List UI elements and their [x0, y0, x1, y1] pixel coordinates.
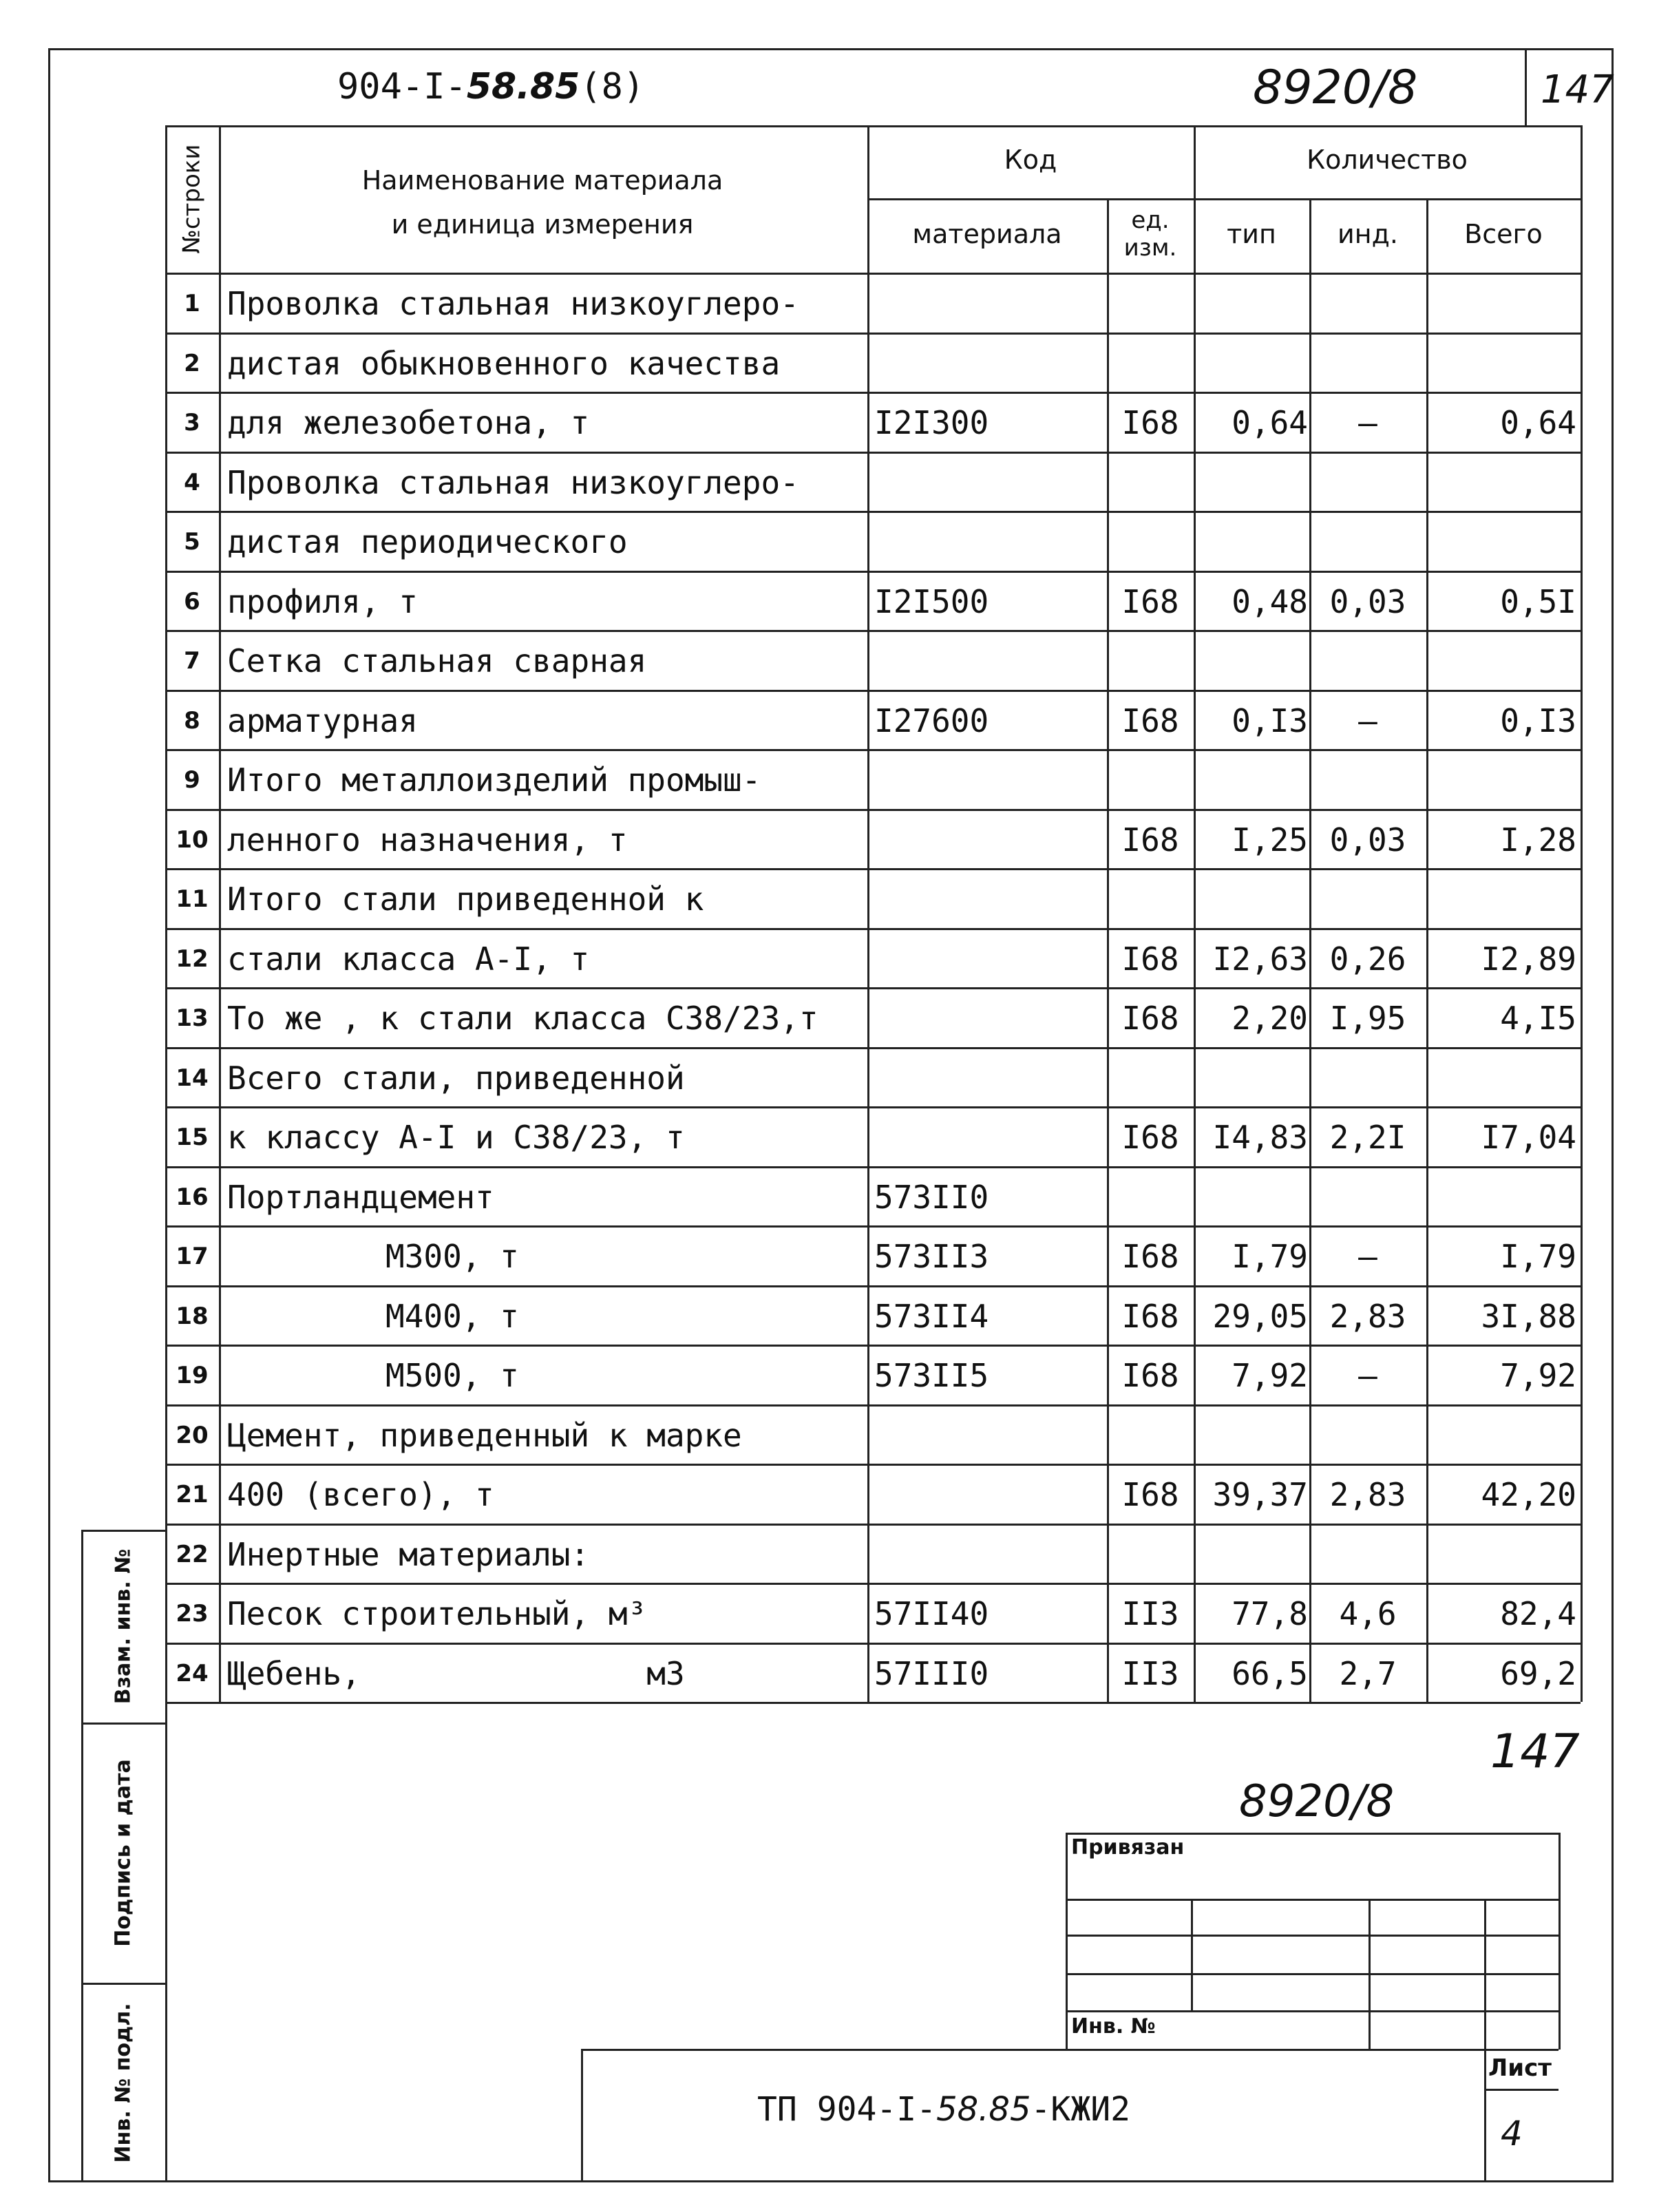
qty-type — [1198, 278, 1312, 330]
qty-type — [1198, 457, 1312, 509]
unit-code: I68 — [1121, 582, 1179, 620]
unit-code: I68 — [1121, 702, 1179, 739]
margin-inv-podl: Инв. № подл. — [111, 2002, 136, 2163]
qty-ind — [1309, 1172, 1426, 1223]
material-name: Инертные материалы: — [227, 1535, 590, 1573]
qty-type: I2,63 — [1212, 940, 1308, 978]
stamp-hand-archive: 8920/8 — [1239, 1776, 1395, 1827]
material-name: Итого стали приведенной к — [227, 881, 704, 918]
row-number-header: №строки — [178, 144, 206, 254]
qty-total: 69,2 — [1500, 1654, 1576, 1692]
qty-ind — [1309, 338, 1426, 390]
qty-ind: 2,7 — [1339, 1654, 1397, 1692]
material-name: Проволка стальная низкоуглеро- — [227, 285, 799, 322]
qty-ind — [1309, 1529, 1426, 1581]
material-code — [874, 1529, 1107, 1581]
material-code: I27600 — [874, 702, 989, 739]
archive-number: 8920/8 — [1253, 61, 1418, 115]
material-name: То же , к стали класса С38/23,т — [227, 1000, 818, 1037]
qty-ind — [1309, 874, 1426, 925]
unit-code: I68 — [1121, 1476, 1179, 1513]
material-name: дистая обыкновенного качества — [227, 344, 781, 382]
qty-ind — [1309, 457, 1426, 509]
qty-type: 7,92 — [1232, 1357, 1308, 1394]
row-number: 8 — [184, 706, 200, 735]
qty-total: I,79 — [1500, 1238, 1576, 1275]
material-name: М300, т — [385, 1238, 519, 1275]
material-name: Щебень, м3 — [227, 1654, 685, 1692]
material-name: М500, т — [385, 1357, 519, 1394]
qty-ind-header: инд. — [1338, 219, 1398, 249]
qty-total: 3I,88 — [1481, 1297, 1576, 1335]
qty-ind — [1309, 1410, 1426, 1462]
unit-code: I68 — [1121, 1119, 1179, 1156]
row-number: 21 — [176, 1481, 209, 1508]
qty-ind — [1309, 278, 1426, 330]
qty-total: I,28 — [1500, 821, 1576, 859]
row-number: 12 — [176, 945, 209, 973]
qty-type — [1198, 874, 1312, 925]
qty-type — [1198, 1053, 1312, 1104]
material-code — [874, 635, 1107, 687]
qty-total: 0,64 — [1500, 404, 1576, 441]
qty-type — [1198, 1529, 1312, 1581]
qty-total: I7,04 — [1481, 1119, 1576, 1156]
unit-code — [1107, 1529, 1194, 1581]
row-number: 2 — [184, 349, 200, 377]
qty-ind — [1309, 516, 1426, 568]
qty-total-header: Всего — [1464, 219, 1543, 249]
qty-total — [1432, 635, 1581, 687]
margin-podpis: Подпись и дата — [111, 1758, 136, 1947]
row-number: 22 — [176, 1540, 209, 1568]
material-code — [874, 993, 1107, 1044]
material-code: 573II5 — [874, 1357, 989, 1394]
qty-total — [1432, 516, 1581, 568]
row-number: 4 — [184, 468, 200, 496]
qty-group-header: Количество — [1307, 145, 1468, 175]
qty-ind — [1309, 635, 1426, 687]
unit-code: I68 — [1121, 821, 1179, 859]
material-code — [874, 874, 1107, 925]
qty-total — [1432, 874, 1581, 925]
material-name: Цемент, приведенный к марке — [227, 1416, 742, 1454]
qty-type: 39,37 — [1212, 1476, 1308, 1513]
qty-ind: 0,26 — [1329, 940, 1406, 978]
row-number: 5 — [184, 528, 200, 556]
unit-code: I68 — [1121, 940, 1179, 978]
row-number: 23 — [176, 1600, 209, 1628]
unit-code: I68 — [1121, 1297, 1179, 1335]
material-code: 57III0 — [874, 1654, 989, 1692]
qty-type — [1198, 635, 1312, 687]
sheet-label: Лист — [1488, 2054, 1552, 2082]
material-name: арматурная — [227, 702, 418, 739]
material-name: Сетка стальная сварная — [227, 642, 647, 680]
unit-code — [1107, 516, 1194, 568]
unit-code — [1107, 338, 1194, 390]
unit-code — [1107, 874, 1194, 925]
material-code — [874, 278, 1107, 330]
unit-code — [1107, 1410, 1194, 1462]
row-number: 17 — [176, 1243, 209, 1270]
material-name: к классу А-I и С38/23, т — [227, 1119, 685, 1156]
material-code: 573II4 — [874, 1297, 989, 1335]
qty-type: 0,I3 — [1232, 702, 1308, 739]
qty-total — [1432, 1410, 1581, 1462]
unit-code: I68 — [1121, 1357, 1179, 1394]
material-name: дистая периодического — [227, 523, 628, 560]
qty-type: I4,83 — [1212, 1119, 1308, 1156]
material-code — [874, 1112, 1107, 1163]
unit-code — [1107, 635, 1194, 687]
material-code: 573II0 — [874, 1178, 989, 1216]
material-code — [874, 1053, 1107, 1104]
row-number: 24 — [176, 1659, 209, 1687]
material-name: для железобетона, т — [227, 404, 590, 441]
qty-type: 2,20 — [1232, 1000, 1308, 1037]
unit-code: I68 — [1121, 404, 1179, 441]
material-code — [874, 516, 1107, 568]
material-name: Всего стали, приведенной — [227, 1059, 685, 1097]
doc-code: 904-I-58.85(8) — [337, 66, 645, 107]
qty-total: I2,89 — [1481, 940, 1576, 978]
unit-code — [1107, 457, 1194, 509]
row-number: 9 — [184, 766, 200, 794]
qty-type-header: тип — [1227, 219, 1276, 249]
qty-type — [1198, 338, 1312, 390]
margin-vzam: Взам. инв. № — [111, 1548, 136, 1704]
unit-code — [1107, 278, 1194, 330]
qty-total — [1432, 1172, 1581, 1223]
material-name: Песок строительный, м³ — [227, 1595, 647, 1632]
inv-no-label: Инв. № — [1071, 2014, 1156, 2039]
qty-type: 0,64 — [1232, 404, 1308, 441]
material-name: Проволка стальная низкоуглеро- — [227, 463, 799, 501]
row-number: 1 — [184, 290, 200, 317]
material-name: Итого металлоизделий промыш- — [227, 761, 761, 799]
row-number: 3 — [184, 409, 200, 436]
qty-total — [1432, 278, 1581, 330]
qty-type: 0,48 — [1232, 582, 1308, 620]
qty-total: 82,4 — [1500, 1595, 1576, 1632]
qty-total: 0,I3 — [1500, 702, 1576, 739]
code-group-header: Код — [1004, 145, 1057, 175]
material-code — [874, 338, 1107, 390]
material-code — [874, 1469, 1107, 1521]
material-code — [874, 814, 1107, 866]
qty-total — [1432, 338, 1581, 390]
unit-code: II3 — [1121, 1595, 1179, 1632]
privyazan-label: Привязан — [1071, 1835, 1185, 1860]
qty-ind: 2,2I — [1329, 1119, 1406, 1156]
qty-ind: – — [1358, 702, 1377, 739]
qty-ind: – — [1358, 404, 1377, 441]
sheet-number: 4 — [1501, 2114, 1523, 2153]
row-number: 6 — [184, 587, 200, 615]
qty-type — [1198, 1410, 1312, 1462]
qty-ind: 2,83 — [1329, 1297, 1406, 1335]
qty-ind: 4,6 — [1339, 1595, 1397, 1632]
qty-ind: 0,03 — [1329, 582, 1406, 620]
material-code: 573II3 — [874, 1238, 989, 1275]
row-number: 20 — [176, 1421, 209, 1449]
material-name: Портландцемент — [227, 1178, 494, 1216]
qty-type: 29,05 — [1212, 1297, 1308, 1335]
code-unit-header: ед. изм. — [1123, 207, 1177, 262]
row-number: 19 — [176, 1362, 209, 1389]
material-code — [874, 1410, 1107, 1462]
row-number: 18 — [176, 1302, 209, 1330]
qty-ind — [1309, 1053, 1426, 1104]
material-name: ленного назначения, т — [227, 821, 628, 859]
row-number: 16 — [176, 1183, 209, 1211]
qty-total: 7,92 — [1500, 1357, 1576, 1394]
qty-total — [1432, 1053, 1581, 1104]
qty-total — [1432, 755, 1581, 806]
material-name: 400 (всего), т — [227, 1476, 494, 1513]
qty-ind: – — [1358, 1238, 1377, 1275]
qty-ind: I,95 — [1329, 1000, 1406, 1037]
qty-total — [1432, 457, 1581, 509]
unit-code — [1107, 1053, 1194, 1104]
qty-type: 66,5 — [1232, 1654, 1308, 1692]
unit-code: I68 — [1121, 1238, 1179, 1275]
qty-type: 77,8 — [1232, 1595, 1308, 1632]
qty-total: 4,I5 — [1500, 1000, 1576, 1037]
qty-ind: 0,03 — [1329, 821, 1406, 859]
qty-type: I,25 — [1232, 821, 1308, 859]
material-name: М400, т — [385, 1297, 519, 1335]
material-code — [874, 457, 1107, 509]
unit-code — [1107, 755, 1194, 806]
material-code: I2I300 — [874, 404, 989, 441]
material-code — [874, 755, 1107, 806]
qty-type — [1198, 755, 1312, 806]
title-code: ТП 904-I-58.85-КЖИ2 — [757, 2090, 1131, 2129]
row-number: 7 — [184, 647, 200, 675]
qty-type — [1198, 516, 1312, 568]
qty-type — [1198, 1172, 1312, 1223]
row-number: 15 — [176, 1124, 209, 1151]
page-number: 147 — [1541, 67, 1614, 112]
unit-code: I68 — [1121, 1000, 1179, 1037]
qty-total: 0,5I — [1500, 582, 1576, 620]
qty-total — [1432, 1529, 1581, 1581]
row-number: 14 — [176, 1064, 209, 1092]
material-code: I2I500 — [874, 582, 989, 620]
name-header: Наименование материала и единица измерения — [361, 165, 723, 240]
row-number: 11 — [176, 885, 209, 913]
stamp-hand-page: 147 — [1490, 1725, 1580, 1779]
unit-code: II3 — [1121, 1654, 1179, 1692]
qty-ind: – — [1358, 1357, 1377, 1394]
qty-type: I,79 — [1232, 1238, 1308, 1275]
material-code — [874, 934, 1107, 985]
row-number: 13 — [176, 1004, 209, 1032]
code-material-header: материала — [912, 219, 1062, 249]
qty-ind: 2,83 — [1329, 1476, 1406, 1513]
unit-code — [1107, 1172, 1194, 1223]
row-number: 10 — [176, 825, 209, 854]
material-name: стали класса А-I, т — [227, 940, 590, 978]
material-name: профиля, т — [227, 582, 418, 620]
qty-ind — [1309, 755, 1426, 806]
material-code: 57II40 — [874, 1595, 989, 1632]
qty-total: 42,20 — [1481, 1476, 1576, 1513]
